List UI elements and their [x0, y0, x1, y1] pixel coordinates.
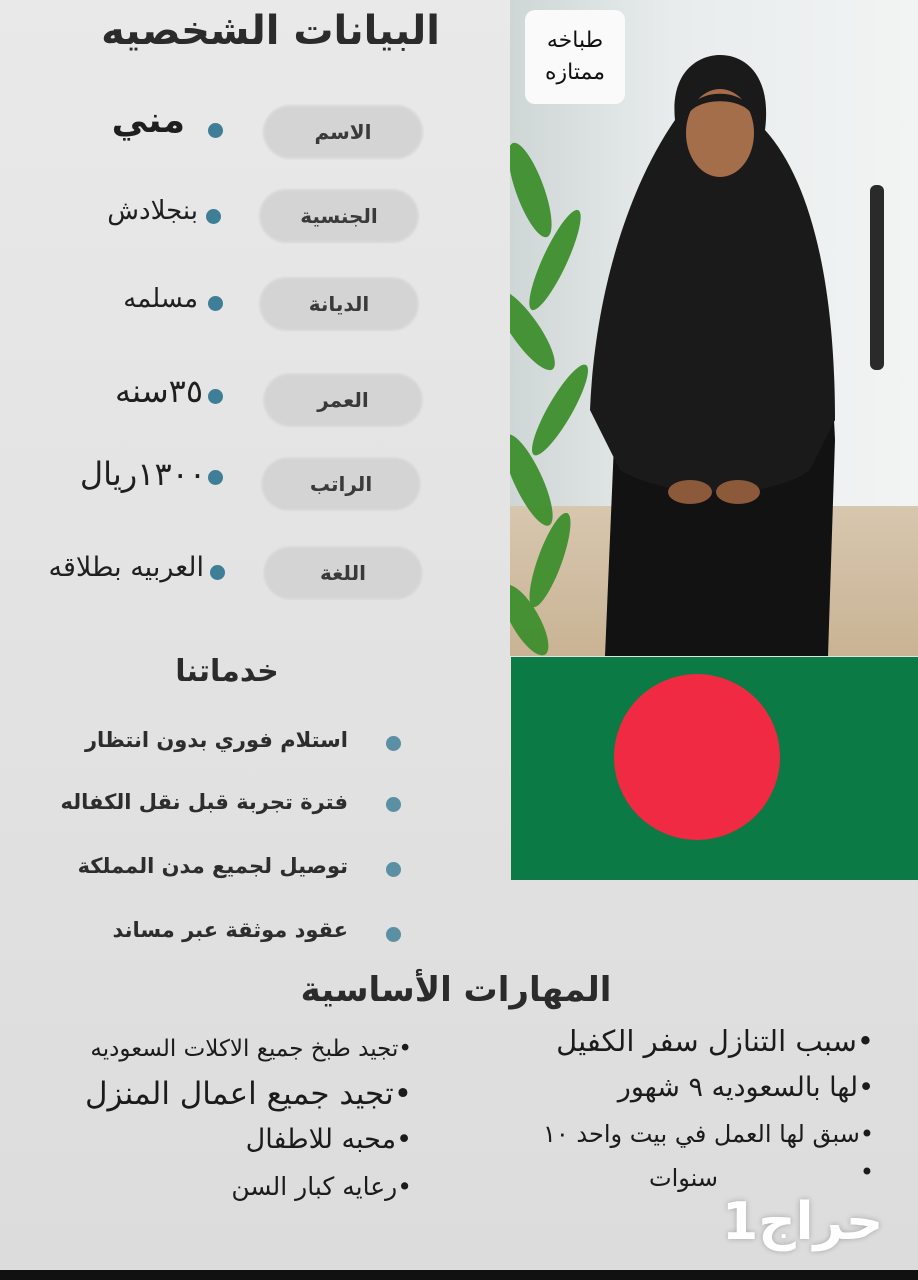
skill-item: •محبه للاطفال: [245, 1124, 412, 1155]
site-watermark: حراج1: [722, 1192, 884, 1252]
bullet-dot: [386, 797, 401, 812]
page-title: البيانات الشخصيه: [101, 8, 440, 54]
skill-item: •: [859, 1158, 874, 1186]
service-item: استلام فوري بدون انتظار: [84, 728, 348, 752]
service-item: عقود موثقة عبر مساند: [112, 918, 348, 942]
flag-red-circle: [614, 674, 780, 840]
field-value-nationality: بنجلادش: [107, 196, 198, 226]
bullet-dot: [386, 736, 401, 751]
field-label-religion: الديانة: [258, 276, 420, 332]
bullet-dot: [386, 927, 401, 942]
field-label-age: العمر: [262, 372, 424, 428]
bullet-dot: [210, 565, 225, 580]
skill-item: •سبق لها العمل في بيت واحد ١٠: [542, 1120, 874, 1148]
bullet-dot: [208, 389, 223, 404]
field-value-language: العربيه بطلاقه: [48, 552, 204, 583]
badge-line1: طباخه: [546, 28, 604, 53]
job-badge: [525, 10, 625, 104]
service-item: توصيل لجميع مدن المملكة: [77, 854, 348, 878]
field-label-language: اللغة: [262, 545, 424, 601]
field-label-name: الاسم: [262, 104, 424, 160]
field-value-name: مني: [111, 100, 185, 141]
field-value-religion: مسلمه: [123, 284, 198, 314]
bottom-bar: [0, 1270, 918, 1280]
skill-item: •لها بالسعوديه ٩ شهور: [617, 1072, 874, 1103]
field-value-salary: ١٣٠٠ريال: [79, 455, 206, 493]
field-label-nationality: الجنسية: [258, 188, 420, 244]
bullet-dot: [208, 296, 223, 311]
skill-item: •تجيد جميع اعمال المنزل: [84, 1076, 412, 1112]
field-value-age: ٣٥سنه: [115, 372, 203, 410]
bangladesh-flag: [511, 657, 918, 880]
skill-item: •سبب التنازل سفر الكفيل: [556, 1024, 874, 1058]
bullet-dot: [386, 862, 401, 877]
skill-item: •رعايه كبار السن: [231, 1172, 412, 1201]
service-item: فترة تجربة قبل نقل الكفاله: [60, 790, 348, 814]
skill-item: •تجيد طبخ جميع الاكلات السعوديه: [90, 1036, 412, 1062]
skills-heading: المهارات الأساسية: [300, 970, 612, 1010]
skill-item-continuation: سنوات: [648, 1164, 718, 1192]
services-heading: خدماتنا: [175, 654, 279, 689]
bullet-dot: [206, 209, 221, 224]
field-label-salary: الراتب: [260, 456, 422, 512]
badge-line2: ممتازه: [545, 60, 605, 85]
bullet-dot: [208, 470, 223, 485]
bullet-dot: [208, 123, 223, 138]
